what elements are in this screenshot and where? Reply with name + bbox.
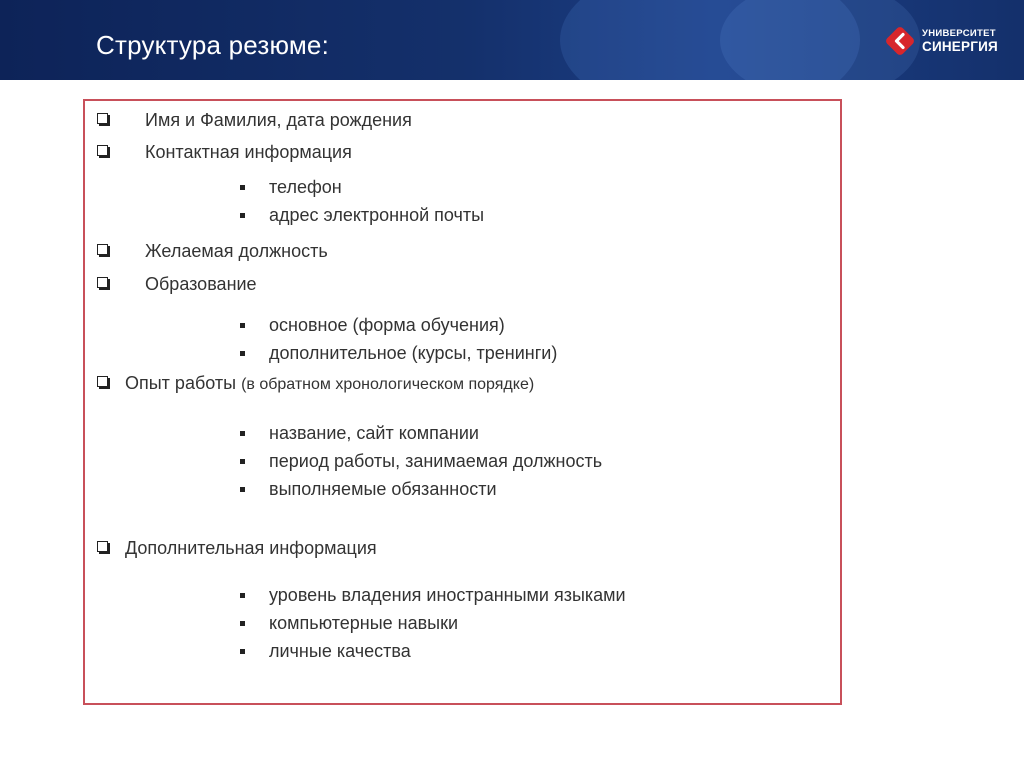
bullet-icon bbox=[240, 323, 245, 328]
sub-item: основное (форма обучения) bbox=[269, 315, 505, 335]
sub-item: адрес электронной почты bbox=[269, 205, 485, 225]
slide-title: Структура резюме: bbox=[96, 30, 330, 60]
checkbox-icon bbox=[97, 541, 108, 552]
bullet-icon bbox=[240, 351, 245, 356]
logo-text-line1: УНИВЕРСИТЕТ bbox=[922, 27, 996, 39]
list-item: Дополнительная информация bbox=[125, 538, 377, 558]
synergy-logo-icon bbox=[885, 26, 915, 56]
checkbox-icon bbox=[97, 376, 108, 387]
list-item: Контактная информация bbox=[145, 142, 352, 162]
sub-item: название, сайт компании bbox=[269, 423, 479, 443]
bullet-icon bbox=[240, 621, 245, 626]
checkbox-icon bbox=[97, 244, 108, 255]
list-item: Желаемая должность bbox=[145, 241, 328, 261]
bullet-icon bbox=[240, 431, 245, 436]
university-logo bbox=[885, 24, 998, 58]
bullet-icon bbox=[240, 213, 245, 218]
sub-item: период работы, занимаемая должность bbox=[269, 451, 603, 471]
bullet-icon bbox=[240, 593, 245, 598]
sub-item: компьютерные навыки bbox=[269, 613, 459, 633]
list-item bbox=[125, 373, 534, 394]
sub-item: дополнительное (курсы, тренинги) bbox=[269, 343, 558, 363]
content-frame bbox=[83, 99, 842, 705]
bullet-icon bbox=[240, 649, 245, 654]
slide-header bbox=[0, 0, 1024, 80]
list-item-label: Опыт работы bbox=[125, 373, 242, 393]
list-item-note: (в обратном хронологическом порядке) bbox=[241, 376, 535, 393]
checkbox-icon bbox=[97, 277, 108, 288]
bullet-icon bbox=[240, 185, 245, 190]
bullet-icon bbox=[240, 459, 245, 464]
sub-item: выполняемые обязанности bbox=[269, 479, 497, 499]
sub-item: уровень владения иностранными языками bbox=[269, 585, 626, 605]
list-item: Имя и Фамилия, дата рождения bbox=[145, 110, 412, 130]
bullet-icon bbox=[240, 487, 245, 492]
checkbox-icon bbox=[97, 113, 108, 124]
checkbox-icon bbox=[97, 145, 108, 156]
sub-item: телефон bbox=[269, 177, 342, 197]
sub-item: личные качества bbox=[269, 641, 411, 661]
list-item: Образование bbox=[145, 274, 257, 294]
logo-text-line2: СИНЕРГИЯ bbox=[922, 39, 998, 54]
